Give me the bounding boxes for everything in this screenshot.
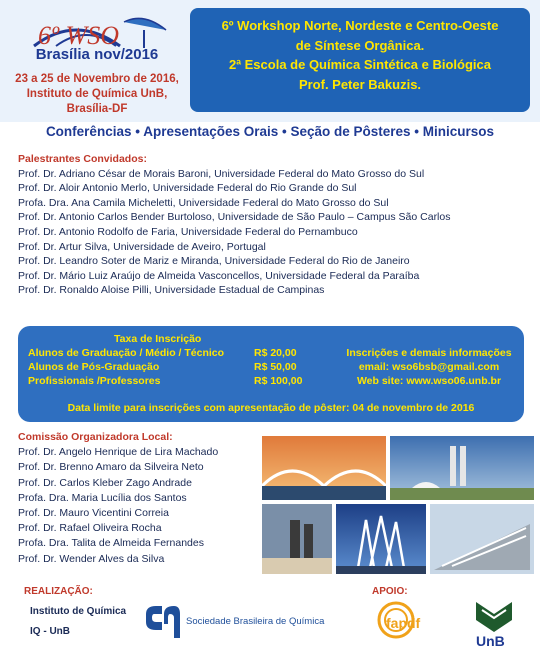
committee-item: Prof. Dr. Rafael Oliveira Rocha bbox=[18, 522, 162, 535]
fee-label: Profissionais /Professores bbox=[28, 375, 161, 387]
speaker-item: Prof. Dr. Artur Silva, Universidade de Aveiro, Portugal bbox=[18, 240, 266, 253]
header-title-box bbox=[190, 8, 530, 112]
committee-item: Profa. Dra. Maria Lucília dos Santos bbox=[18, 491, 187, 504]
logo-year-label: Brasília nov/2016 bbox=[35, 46, 159, 63]
speaker-item: Prof. Dr. Adriano César de Morais Baroni, Universidade Federal do Mato Grosso do Sul bbox=[18, 167, 425, 180]
contact-email[interactable]: email: wso6bsb@gmail.com bbox=[358, 361, 500, 373]
header-line-3: 2ª Escola de Química Sintética e Biológica bbox=[228, 57, 491, 72]
unb-wordmark: UnB bbox=[476, 633, 505, 648]
fee-price: R$ 50,00 bbox=[254, 361, 297, 373]
event-dates bbox=[4, 72, 190, 117]
logo-wordmark: 6º WSO bbox=[38, 21, 119, 50]
speaker-item: Profa. Dra. Ana Camila Micheletti, Universidade Federal do Mato Grosso do Sul bbox=[18, 196, 389, 209]
registration-fee-box bbox=[18, 326, 524, 422]
committee-item: Profa. Dra. Talita de Almeida Fernandes bbox=[18, 537, 204, 550]
institute-short-name: IQ - UnB bbox=[30, 626, 70, 637]
speaker-item: Prof. Dr. Aloir Antonio Merlo, Universidade Federal do Rio Grande do Sul bbox=[18, 182, 357, 195]
activities-banner: Conferências • Apresentações Orais • Seção de Pôsteres • Minicursos bbox=[45, 124, 495, 139]
photo-cathedral bbox=[336, 504, 426, 574]
organizer-institute bbox=[30, 602, 126, 642]
speakers-section bbox=[18, 152, 528, 298]
fee-label: Alunos de Pós-Graduação bbox=[28, 361, 160, 373]
fee-title: Taxa de Inscrição bbox=[114, 333, 202, 345]
fee-label: Alunos de Graduação / Médio / Técnico bbox=[28, 347, 225, 359]
event-logo bbox=[4, 4, 190, 120]
sbq-name: Sociedade Brasileira de Química bbox=[186, 616, 325, 627]
fee-info: Inscrições e demais informações bbox=[346, 347, 512, 359]
fee-row bbox=[28, 360, 514, 374]
committee-item: Prof. Dr. Angelo Henrique de Lira Machado bbox=[18, 446, 219, 459]
committee-title: Comissão Organizadora Local: bbox=[18, 431, 173, 443]
unb-logo bbox=[466, 598, 522, 648]
speaker-item: Prof. Dr. Antonio Rodolfo de Faria, Universidade Federal do Pernambuco bbox=[18, 225, 358, 238]
speaker-item: Prof. Dr. Antonio Carlos Bender Burtoloso, Universidade de São Paulo – Campus São Carlos bbox=[18, 211, 451, 224]
organizer-label: REALIZAÇÃO: bbox=[24, 586, 93, 597]
speaker-item: Prof. Dr. Leandro Soter de Mariz e Miranda, Universidade Federal do Rio de Janeiro bbox=[18, 255, 410, 268]
fapdf-wordmark: fapdf bbox=[386, 615, 421, 631]
support-label: APOIO: bbox=[372, 586, 408, 597]
brasilia-photo-collage bbox=[262, 436, 534, 574]
website-link[interactable]: Web site: www.wso06.unb.br bbox=[356, 375, 502, 387]
committee-item: Prof. Dr. Brenno Amaro da Silveira Neto bbox=[18, 461, 204, 474]
fee-price: R$ 100,00 bbox=[254, 375, 303, 387]
committee-item: Prof. Dr. Carlos Kleber Zago Andrade bbox=[18, 476, 192, 489]
sbq-logo bbox=[142, 604, 182, 640]
institute-name: Instituto de Química bbox=[30, 606, 127, 617]
header-line-2: de Síntese Orgânica. bbox=[295, 37, 425, 53]
event-date-text: 23 a 25 de Novembro de 2016, bbox=[15, 73, 179, 85]
committee-item: Prof. Dr. Mauro Vicentini Correia bbox=[18, 507, 169, 520]
event-venue-text: Instituto de Química UnB, bbox=[26, 88, 168, 100]
speaker-item: Prof. Dr. Ronaldo Aloise Pilli, Universidade Estadual de Campinas bbox=[18, 284, 325, 297]
fee-row bbox=[28, 374, 514, 388]
committee-item: Prof. Dr. Wender Alves da Silva bbox=[18, 552, 165, 565]
fapdf-logo bbox=[366, 598, 436, 648]
header-line-1: 6º Workshop Norte, Nordeste e Centro-Oeste bbox=[221, 18, 499, 33]
poster-deadline: Data limite para inscrições com apresentação de pôster: 04 de novembro de 2016 bbox=[67, 402, 475, 414]
speaker-item: Prof. Dr. Mário Luiz Araújo de Almeida Vasconcellos, Universidade Federal da Paraíba bbox=[18, 269, 420, 282]
header-line-4: Prof. Peter Bakuzis. bbox=[298, 76, 422, 92]
fee-row bbox=[28, 346, 514, 360]
committee-section bbox=[18, 430, 258, 567]
speakers-title: Palestrantes Convidados: bbox=[18, 153, 147, 165]
event-city-text: Brasília-DF bbox=[66, 103, 128, 115]
fee-price: R$ 20,00 bbox=[254, 347, 297, 359]
